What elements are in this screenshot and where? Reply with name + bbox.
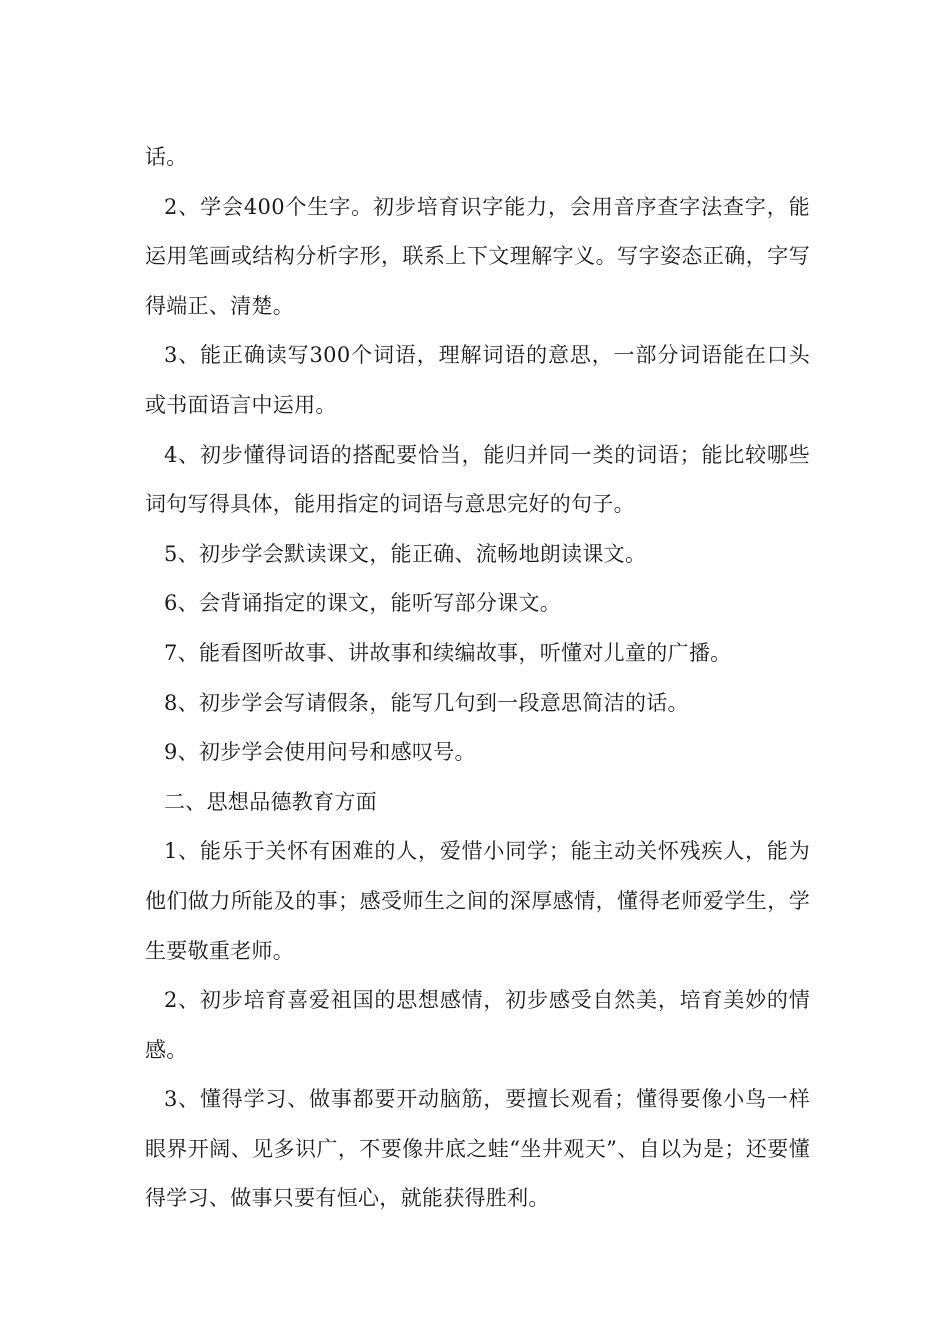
paragraph-item-4: 4、初步懂得词语的搭配要恰当，能归并同一类的词语；能比较哪些词句写得具体，能用指定的词语与意思完好的句子。: [145, 442, 810, 517]
paragraph-item-3: 3、能正确读写300个词语，理解词语的意思，一部分词语能在口头或书面语言中运用。: [145, 343, 810, 417]
paragraph-continuation: 话。: [145, 145, 188, 169]
paragraph-moral-3: 3、懂得学习、做事都要开动脑筋，要擅长观看；懂得要像小鸟一样眼界开阔、见多识广，不要像井底之蛙“坐井观天”、自以为是；还要懂得学习、做事只要有恒心，就能获得胜利。: [145, 1087, 810, 1211]
paragraph-item-7: 7、能看图听故事、讲故事和续编故事，听懂对儿童的广播。: [164, 640, 732, 665]
paragraph-moral-2: 2、初步培育喜爱祖国的思想感情，初步感受自然美，培育美妙的情感。: [145, 988, 810, 1062]
paragraph-item-2: 2、学会400个生字。初步培育识字能力，会用音序查字法查字，能运用笔画或结构分析字形，联系上下文理解字义。写字姿态正确，字写得端正、清楚。: [145, 194, 810, 318]
paragraph-moral-1: 1、能乐于关怀有困难的人，爱惜小同学；能主动关怀残疾人，能为他们做力所能及的事；感受师生之间的深厚感情，懂得老师爱学生，学生要敬重老师。: [145, 839, 810, 963]
paragraph-item-5: 5、初步学会默读课文，能正确、流畅地朗读课文。: [164, 541, 647, 566]
paragraph-item-6: 6、会背诵指定的课文，能听写部分课文。: [164, 591, 562, 616]
paragraph-item-9: 9、初步学会使用问号和感叹号。: [164, 740, 476, 765]
paragraph-item-8: 8、初步学会写请假条，能写几句到一段意思简洁的话。: [164, 690, 689, 715]
section-heading: 二、思想品德教育方面: [164, 789, 377, 814]
